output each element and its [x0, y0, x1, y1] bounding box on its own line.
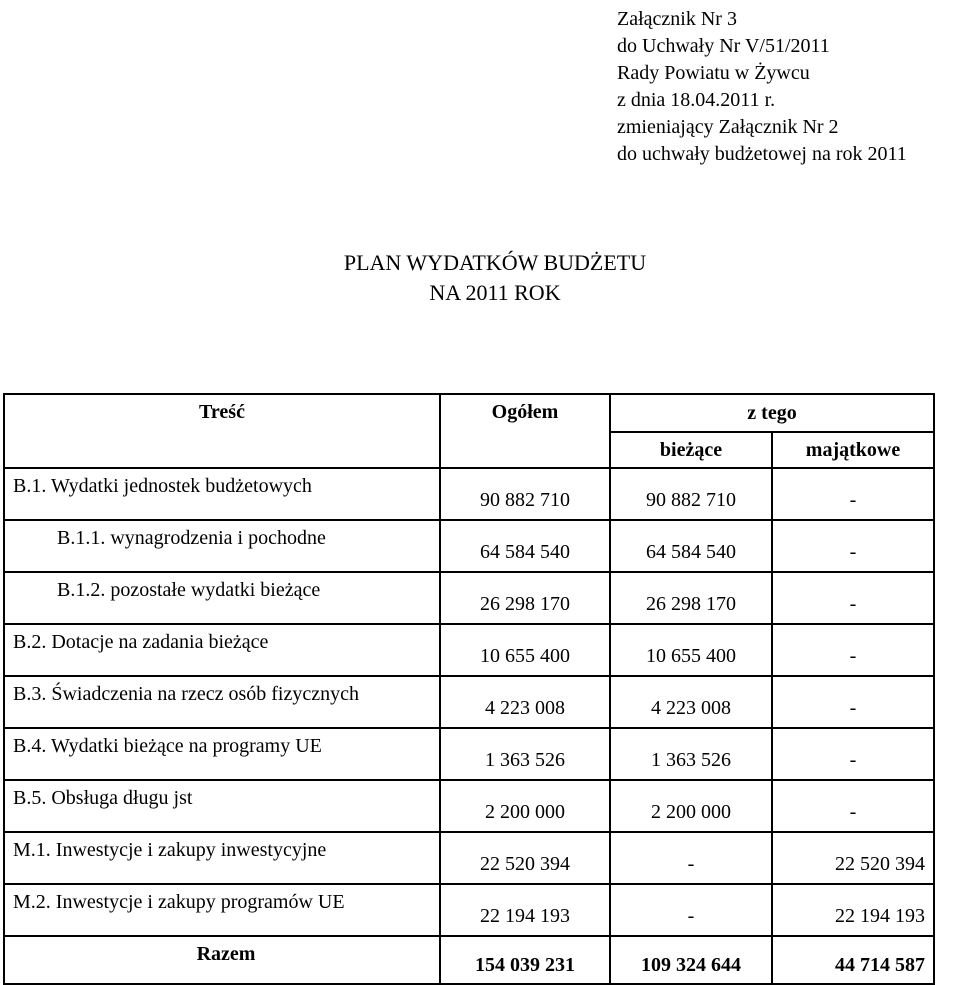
- cell-majatkowe: -: [772, 572, 934, 624]
- table-header-row: [4, 394, 934, 432]
- cell-ogolem: 1 363 526: [440, 728, 610, 780]
- title-line: PLAN WYDATKÓW BUDŻETU: [343, 250, 647, 275]
- cell-majatkowe: -: [772, 468, 934, 520]
- cell-majatkowe: -: [772, 780, 934, 832]
- cell-ogolem: 22 520 394: [440, 832, 610, 884]
- cell-majatkowe: -: [772, 728, 934, 780]
- annex-line: zmieniający Załącznik Nr 2: [617, 116, 839, 138]
- cell-biezace: 90 882 710: [610, 468, 772, 520]
- total-biezace: 109 324 644: [610, 936, 772, 984]
- cell-ogolem: 90 882 710: [440, 468, 610, 520]
- table-row: [4, 728, 934, 780]
- row-label: B.1.2. pozostałe wydatki bieżące: [4, 572, 440, 624]
- cell-biezace: 10 655 400: [610, 624, 772, 676]
- cell-biezace: 1 363 526: [610, 728, 772, 780]
- document-title: [0, 248, 960, 308]
- row-label: B.1.1. wynagrodzenia i pochodne: [4, 520, 440, 572]
- cell-ogolem: 4 223 008: [440, 676, 610, 728]
- row-label: B.5. Obsługa długu jst: [4, 780, 440, 832]
- row-label: M.2. Inwestycje i zakupy programów UE: [4, 884, 440, 936]
- header-z-tego: z tego: [610, 394, 934, 432]
- header-ogolem: Ogółem: [440, 394, 610, 468]
- total-ogolem: 154 039 231: [440, 936, 610, 984]
- header-biezace: bieżące: [610, 432, 772, 468]
- table-row: [4, 780, 934, 832]
- cell-majatkowe: 22 520 394: [772, 832, 934, 884]
- row-label: M.1. Inwestycje i zakupy inwestycyjne: [4, 832, 440, 884]
- table-row: [4, 572, 934, 624]
- cell-ogolem: 2 200 000: [440, 780, 610, 832]
- cell-biezace: 2 200 000: [610, 780, 772, 832]
- annex-line: do Uchwały Nr V/51/2011: [617, 35, 830, 57]
- row-label: B.2. Dotacje na zadania bieżące: [4, 624, 440, 676]
- cell-biezace: -: [610, 884, 772, 936]
- title-line: NA 2011 ROK: [429, 280, 561, 305]
- table-row: [4, 624, 934, 676]
- table-total-row: [4, 936, 934, 984]
- cell-biezace: 64 584 540: [610, 520, 772, 572]
- table-row: [4, 832, 934, 884]
- cell-majatkowe: -: [772, 676, 934, 728]
- table-row: [4, 520, 934, 572]
- annex-line: Rady Powiatu w Żywcu: [617, 62, 810, 84]
- row-label: B.4. Wydatki bieżące na programy UE: [4, 728, 440, 780]
- cell-majatkowe: -: [772, 520, 934, 572]
- annex-line: z dnia 18.04.2011 r.: [617, 89, 776, 111]
- cell-biezace: -: [610, 832, 772, 884]
- row-label: B.3. Świadczenia na rzecz osób fizycznych: [4, 676, 440, 728]
- cell-majatkowe: 22 194 193: [772, 884, 934, 936]
- expenditure-table: [3, 393, 935, 985]
- table-row: [4, 884, 934, 936]
- cell-ogolem: 22 194 193: [440, 884, 610, 936]
- cell-biezace: 4 223 008: [610, 676, 772, 728]
- header-majatkowe: majątkowe: [772, 432, 934, 468]
- annex-line: do uchwały budżetowej na rok 2011: [617, 143, 907, 165]
- cell-ogolem: 10 655 400: [440, 624, 610, 676]
- header-tresc: Treść: [4, 394, 440, 468]
- cell-majatkowe: -: [772, 624, 934, 676]
- annex-line: Załącznik Nr 3: [617, 8, 737, 30]
- total-label: Razem: [4, 936, 440, 984]
- cell-ogolem: 26 298 170: [440, 572, 610, 624]
- table-row: [4, 676, 934, 728]
- table-row: [4, 468, 934, 520]
- annex-header: [617, 6, 907, 168]
- cell-biezace: 26 298 170: [610, 572, 772, 624]
- cell-ogolem: 64 584 540: [440, 520, 610, 572]
- row-label: B.1. Wydatki jednostek budżetowych: [4, 468, 440, 520]
- total-majatkowe: 44 714 587: [772, 936, 934, 984]
